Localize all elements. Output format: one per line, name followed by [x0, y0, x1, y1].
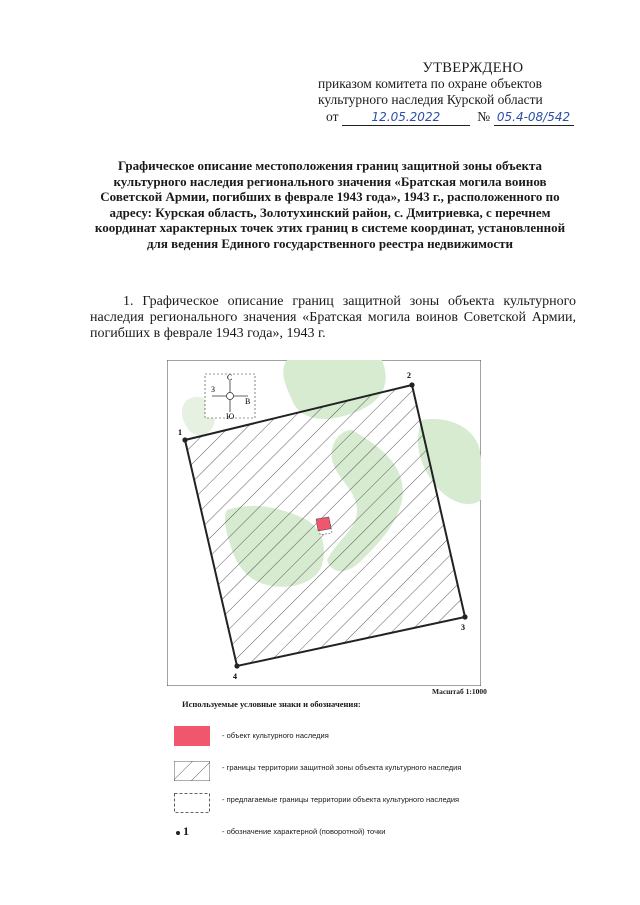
map-scale: Масштаб 1:1000: [432, 687, 487, 696]
point-1-label: 1: [178, 428, 182, 437]
approval-stamp: [318, 60, 618, 127]
compass-east: В: [245, 397, 251, 406]
legend-red-fill-symbol: [174, 726, 210, 746]
legend-title: Используемые условные знаки и обозначения:: [182, 699, 361, 709]
number-label: №: [477, 109, 491, 124]
legend-point-label: 1: [183, 824, 189, 838]
legend-item-object: [174, 726, 484, 750]
compass-west: З: [211, 385, 216, 394]
point-3-label: 3: [461, 623, 465, 632]
point-4-label: 4: [233, 672, 237, 681]
document-title: Графическое описание местоположения границ защитной зоны объекта культурного наследия регионального значения «Братская могила воинов Советской Армии, погибших в феврале 1943 года», 1943 г., расположенного по адресу: Курская область, Золотухинский район, с. Дмитриевка, с перечнем координат характерных точек этих границ в системе координат, установленной для ведения Единого государственного реестра недвижимости: [94, 158, 566, 251]
legend-text-object: - объект культурного наследия: [222, 731, 329, 740]
legend-text-proposed: - предлагаемые границы территории объекта культурного наследия: [222, 795, 460, 804]
paragraph-text: 1. Графическое описание границ защитной зоны объекта культурного наследия регионального значения «Братская могила воинов Советской Армии, погибших в феврале 1943 года», 1943 г.: [90, 294, 576, 341]
point-2-marker: [409, 382, 414, 387]
protection-zone-map: [167, 360, 481, 686]
legend-dashed-symbol: [174, 793, 210, 813]
legend-item-proposed: [174, 793, 484, 817]
compass-north: С: [227, 373, 233, 382]
approval-date: 12.05.2022: [371, 110, 441, 124]
compass-rose: [205, 373, 255, 421]
approval-number: 05.4-08/542: [496, 110, 571, 124]
point-1-marker: [182, 437, 187, 442]
point-4-marker: [234, 663, 239, 668]
point-2-label: 2: [407, 371, 411, 380]
legend-item-zone: [174, 761, 484, 785]
legend-point-symbol: [174, 824, 210, 840]
approval-line-2: культурного наследия Курской области: [318, 92, 543, 107]
point-3-marker: [462, 614, 467, 619]
from-label: от: [326, 109, 339, 124]
approval-heading: УТВЕРЖДЕНО: [422, 60, 524, 76]
compass-south: Ю: [226, 412, 235, 421]
legend-text-point: - обозначение характерной (поворотной) точки: [222, 827, 386, 836]
legend-text-zone: - границы территории защитной зоны объекта культурного наследия: [222, 763, 462, 772]
legend-hatch-symbol: [174, 761, 210, 781]
approval-date-number: [318, 109, 618, 127]
legend-item-point: [174, 824, 484, 840]
section-paragraph: [90, 294, 576, 342]
approval-line-1: приказом комитета по охране объектов: [318, 76, 542, 91]
point-dot-icon: [176, 831, 180, 835]
